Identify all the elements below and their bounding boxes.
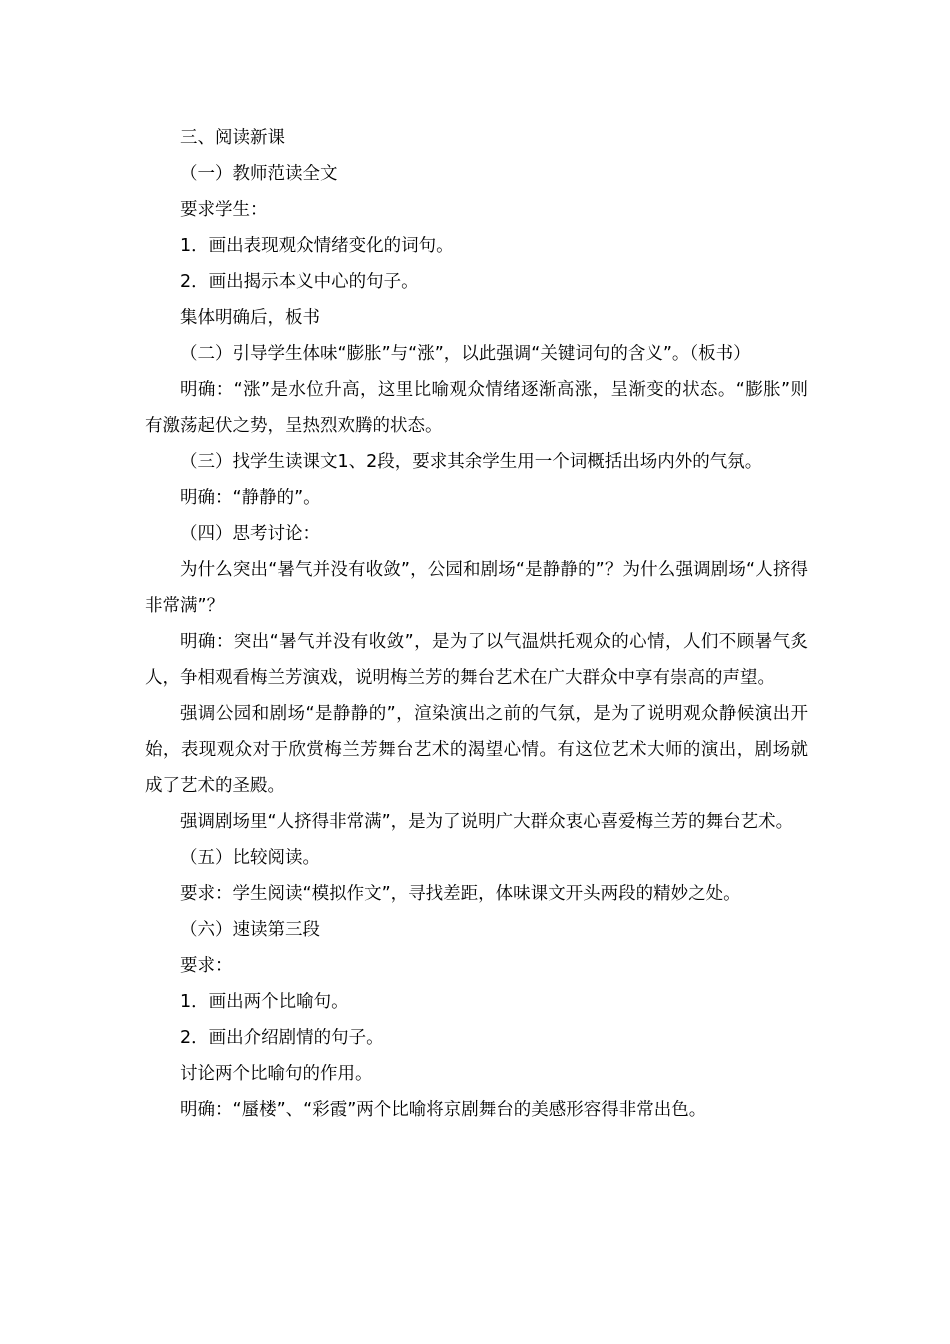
paragraph: 强调公园和剧场“是静静的”，渲染演出之前的气氛，是为了说明观众静候演出开始，表现观众对于欣赏梅兰芳舞台艺术的渴望心情。有这位艺术大师的演出，剧场就成了艺术的圣殿。 [145,704,808,796]
subsection-heading: （六）速读第三段 [180,920,320,940]
paragraph: 强调剧场里“人挤得非常满”，是为了说明广大群众衷心喜爱梅兰芳的舞台艺术。 [180,812,794,832]
paragraph: 为什么突出“暑气并没有收敛”，公园和剧场“是静静的”？为什么强调剧场“人挤得非常满”？ [145,560,808,616]
list-item: 1．画出表现观众情绪变化的词句。 [180,236,454,256]
list-item: 2．画出揭示本义中心的句子。 [180,272,419,292]
paragraph: 明确：“涨”是水位升高，这里比喻观众情绪逐渐高涨，呈渐变的状态。“膨胀”则有激荡起伏之势，呈热烈欢腾的状态。 [145,380,808,436]
list-item: 1．画出两个比喻句。 [180,992,349,1012]
section-heading: 三、阅读新课 [180,128,285,148]
paragraph: 要求： [180,956,233,976]
subsection-heading: （五）比较阅读。 [180,848,320,868]
subsection-heading: （四）思考讨论： [180,524,320,544]
subsection-heading: （一）教师范读全文 [180,164,338,184]
list-item: 2．画出介绍剧情的句子。 [180,1028,384,1048]
paragraph: 要求：学生阅读“模拟作文”，寻找差距，体味课文开头两段的精妙之处。 [180,884,741,904]
paragraph: 明确：突出“暑气并没有收敛”，是为了以气温烘托观众的心情，人们不顾暑气炙人，争相观看梅兰芳演戏，说明梅兰芳的舞台艺术在广大群众中享有崇高的声望。 [145,632,808,688]
paragraph: 要求学生： [180,200,268,220]
subsection-heading: （三）找学生读课文1、2段，要求其余学生用一个词概括出场内外的气氛。 [180,452,763,472]
subsection-heading: （二）引导学生体味“膨胀”与“涨”，以此强调“关键词句的含义”。（板书） [180,344,751,364]
paragraph: 集体明确后，板书 [180,308,320,328]
paragraph: 明确：“蜃楼”、“彩霞”两个比喻将京剧舞台的美感形容得非常出色。 [180,1100,707,1120]
document-body [145,120,808,1128]
paragraph: 讨论两个比喻句的作用。 [180,1064,373,1084]
paragraph: 明确：“静静的”。 [180,488,321,508]
